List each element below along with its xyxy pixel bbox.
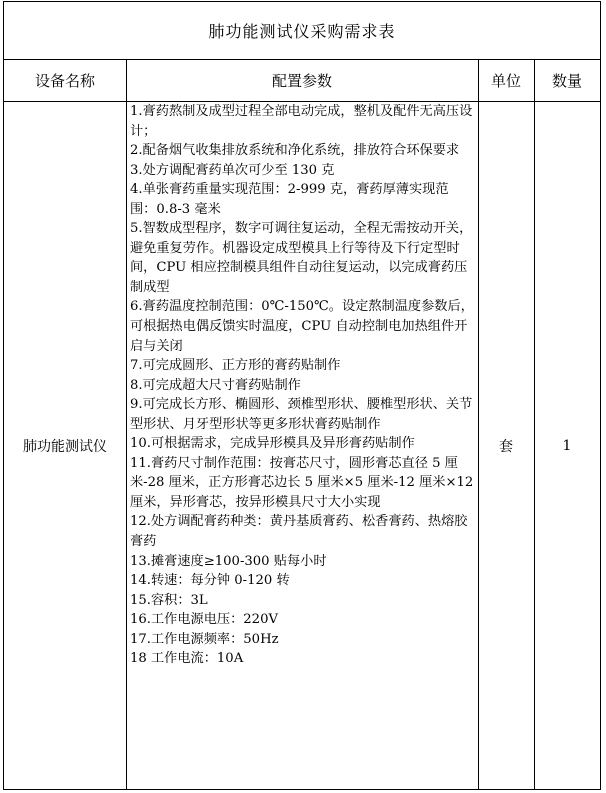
param-line: 18 工作电流：10A (130, 651, 244, 667)
header-unit: 单位 (478, 60, 534, 102)
param-line: 13.摊膏速度≥100-300 贴每小时 (130, 553, 327, 569)
param-line: 8.可完成超大尺寸膏药贴制作 (130, 377, 301, 393)
table-title: 肺功能测试仪采购需求表 (4, 2, 600, 60)
param-line: 2.配备烟气收集排放系统和净化系统，排放符合环保要求 (130, 143, 460, 159)
cell-quantity: 1 (562, 437, 572, 454)
header-config: 配置参数 (126, 60, 478, 102)
param-line: 4.单张膏药重量实现范围：2-999 克，膏药厚薄实现范围：0.8-3 毫米 (130, 182, 449, 217)
header-quantity: 数量 (534, 60, 600, 102)
param-line: 9.可完成长方形、椭圆形、颈椎型形状、腰椎型形状、关节型形状、月牙型形状等更多形状膏药贴制作 (130, 397, 473, 432)
param-line: 1.膏药熬制及成型过程全部电动完成，整机及配件无高压设计； (130, 104, 473, 139)
param-line: 10.可根据需求，完成异形模具及异形膏药贴制作 (130, 436, 415, 452)
cell-config-params (126, 102, 478, 789)
param-line: 11.膏药尺寸制作范围：按膏芯尺寸，圆形膏芯直径 5 厘米-28 厘米，正方形膏芯边长 5 厘米×5 厘米-12 厘米×12 厘米，异形膏芯，按异形模具尺寸大小实现 (130, 455, 474, 510)
param-line: 3.处方调配膏药单次可少至 130 克 (130, 162, 335, 178)
param-line: 5.智数成型程序，数字可调往复运动，全程无需按动开关，避免重复劳作。机器设定成型模具上行等待及下行定型时间，CPU 相应控制模具组件自动往复运动，以完成膏药压制成型 (130, 221, 473, 295)
param-line: 17.工作电源频率：50Hz (130, 631, 279, 647)
param-line: 14.转速：每分钟 0-120 转 (130, 573, 290, 589)
cell-device-name: 肺功能测试仪 (23, 438, 107, 455)
header-device-name: 设备名称 (4, 60, 126, 102)
procurement-table (3, 1, 601, 790)
param-line: 16.工作电源电压：220V (130, 612, 278, 628)
param-line: 15.容积：3L (130, 592, 208, 608)
param-line: 6.膏药温度控制范围：0℃-150℃。设定熬制温度参数后，可根据热电偶反馈实时温度，CPU 自动控制电加热组件开启与关闭 (130, 299, 474, 354)
cell-unit: 套 (499, 438, 513, 455)
param-line: 12.处方调配膏药种类：黄丹基质膏药、松香膏药、热熔胶膏药 (130, 514, 468, 550)
param-line: 7.可完成圆形、正方形的膏药贴制作 (130, 358, 341, 374)
